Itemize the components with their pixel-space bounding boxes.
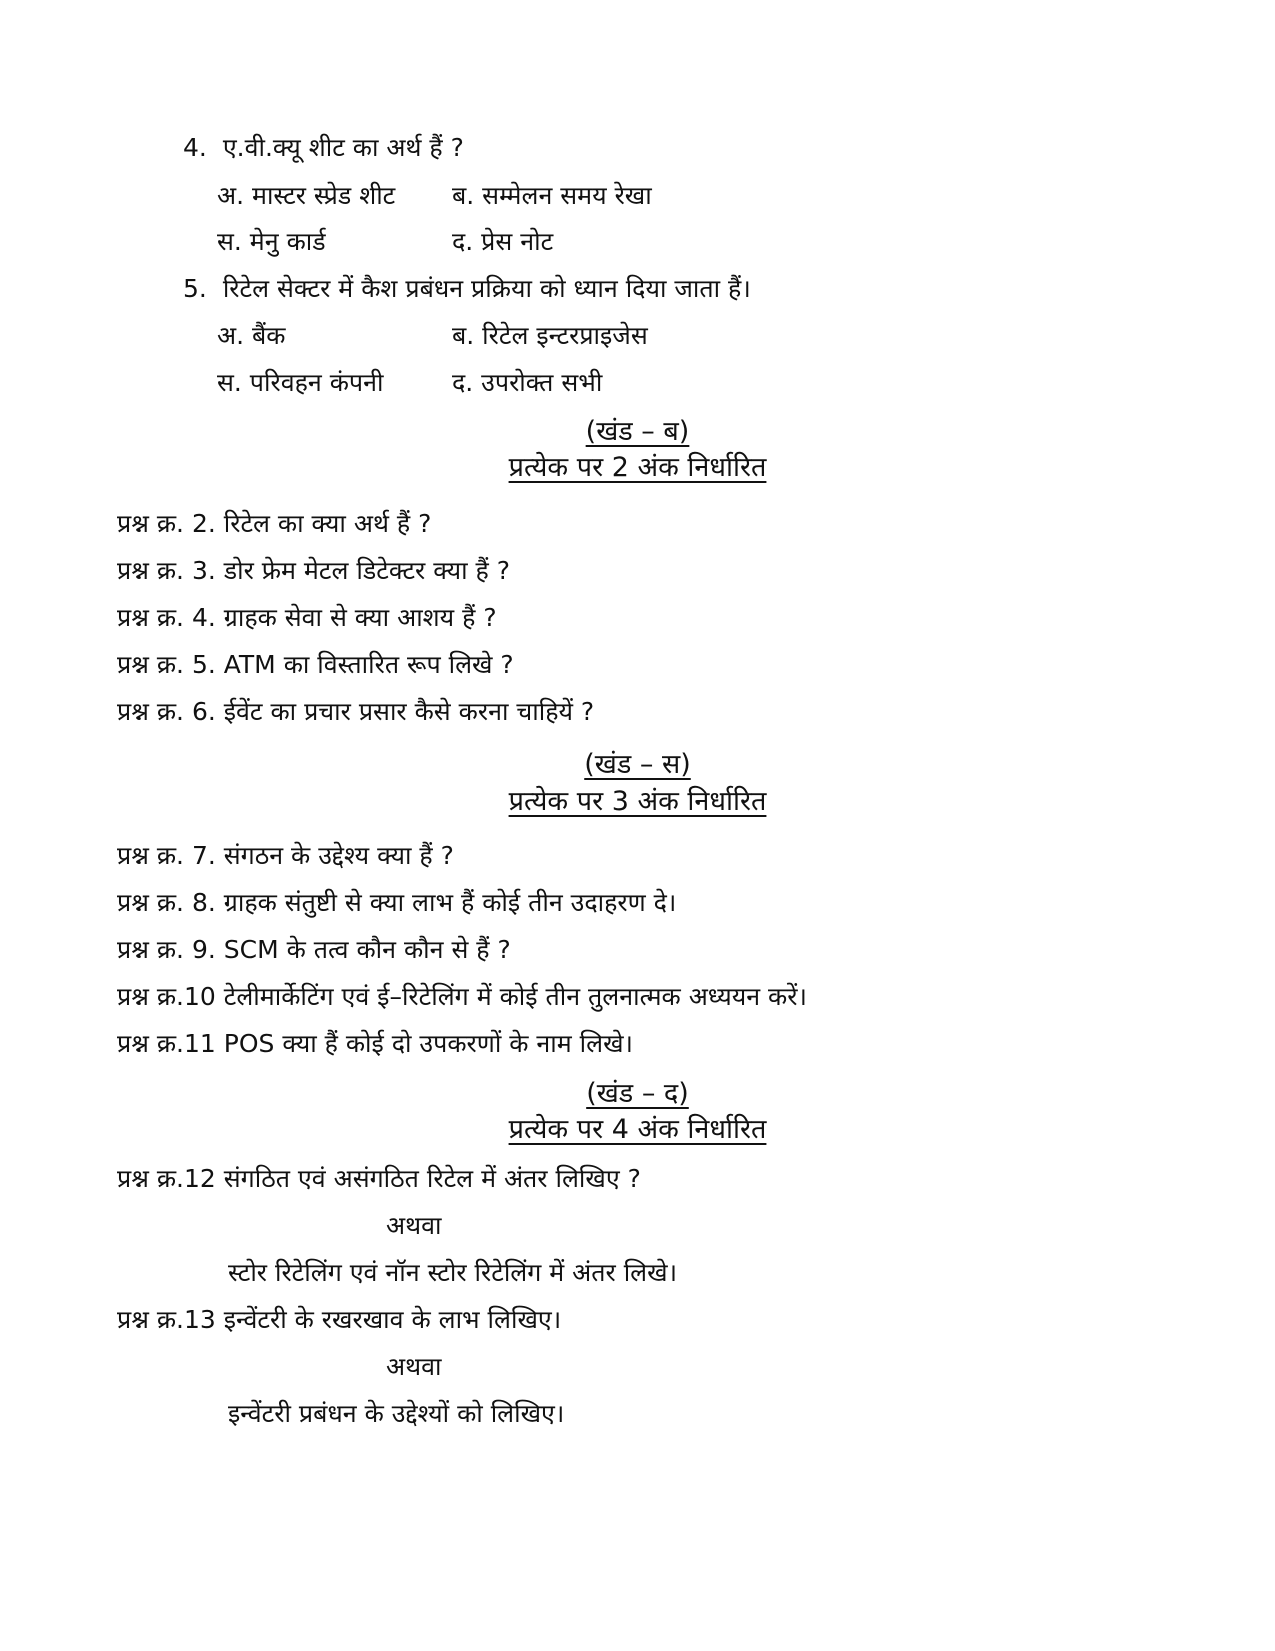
mcq-text: रिटेल सेक्टर में कैश प्रबंधन प्रक्रिया को ध्यान दिया जाता हैं। [222, 274, 751, 303]
mcq-option: द. प्रेस नोट [452, 227, 554, 256]
mcq-option: अ. बैंक [217, 321, 286, 350]
question-line: प्रश्न क्र. 5. ATM का विस्तारित रूप लिखे ? [117, 650, 514, 679]
mcq-option: ब. सम्मेलन समय रेखा [452, 181, 652, 210]
section-d-title: (खंड – द) [586, 1078, 689, 1109]
mcq-number: 5. [183, 274, 207, 303]
question-line: प्रश्न क्र. 9. SCM के तत्व कौन कौन से हैं ? [117, 935, 511, 964]
question-line: प्रश्न क्र. 4. ग्राहक सेवा से क्या आशय हैं ? [117, 603, 497, 632]
section-b-title: (खंड – ब) [585, 416, 690, 447]
question-line: प्रश्न क्र. 6. ईवेंट का प्रचार प्रसार कैसे करना चाहियें ? [117, 697, 595, 726]
question-line: प्रश्न क्र. 8. ग्राहक संतुष्टी से क्या लाभ हैं कोई तीन उदाहरण दे। [117, 888, 677, 917]
mcq-option: ब. रिटेल इन्टरप्राइजेस [452, 321, 648, 350]
question-alt-line: स्टोर रिटेलिंग एवं नॉन स्टोर रिटेलिंग में अंतर लिखे। [228, 1258, 678, 1287]
question-line: प्रश्न क्र. 7. संगठन के उद्देश्य क्या हैं ? [117, 841, 454, 870]
question-line: प्रश्न क्र.13 इन्वेंटरी के रखरखाव के लाभ लिखिए। [117, 1305, 562, 1334]
mcq-option: द. उपरोक्त सभी [452, 368, 603, 397]
mcq-option: स. परिवहन कंपनी [217, 368, 384, 397]
section-b-subtitle: प्रत्येक पर 2 अंक निर्धारित [508, 452, 767, 483]
mcq-text: ए.वी.क्यू शीट का अर्थ हैं ? [222, 133, 464, 162]
mcq-number: 4. [183, 133, 207, 162]
section-c-subtitle: प्रत्येक पर 3 अंक निर्धारित [508, 786, 767, 817]
mcq-option: अ. मास्टर स्प्रेड शीट [217, 181, 396, 210]
mcq-option: स. मेनु कार्ड [217, 227, 326, 256]
mcq-question-4 [183, 132, 464, 164]
question-line: प्रश्न क्र. 2. रिटेल का क्या अर्थ हैं ? [117, 509, 432, 538]
section-d-subtitle: प्रत्येक पर 4 अंक निर्धारित [508, 1114, 767, 1145]
section-c-title: (खंड – स) [584, 749, 691, 780]
mcq-question-5 [183, 273, 751, 305]
question-line: प्रश्न क्र.12 संगठित एवं असंगठित रिटेल में अंतर लिखिए ? [117, 1164, 641, 1193]
or-label: अथवा [386, 1352, 442, 1381]
or-label: अथवा [386, 1211, 442, 1240]
question-line: प्रश्न क्र.10 टेलीमार्केटिंग एवं ई–रिटेलिंग में कोई तीन तुलनात्मक अध्ययन करें। [117, 982, 807, 1011]
question-alt-line: इन्वेंटरी प्रबंधन के उद्देश्यों को लिखिए। [228, 1399, 565, 1428]
question-line: प्रश्न क्र.11 POS क्या हैं कोई दो उपकरणों के नाम लिखे। [117, 1029, 633, 1058]
question-line: प्रश्न क्र. 3. डोर फ्रेम मेटल डिटेक्टर क्या हैं ? [117, 556, 511, 585]
